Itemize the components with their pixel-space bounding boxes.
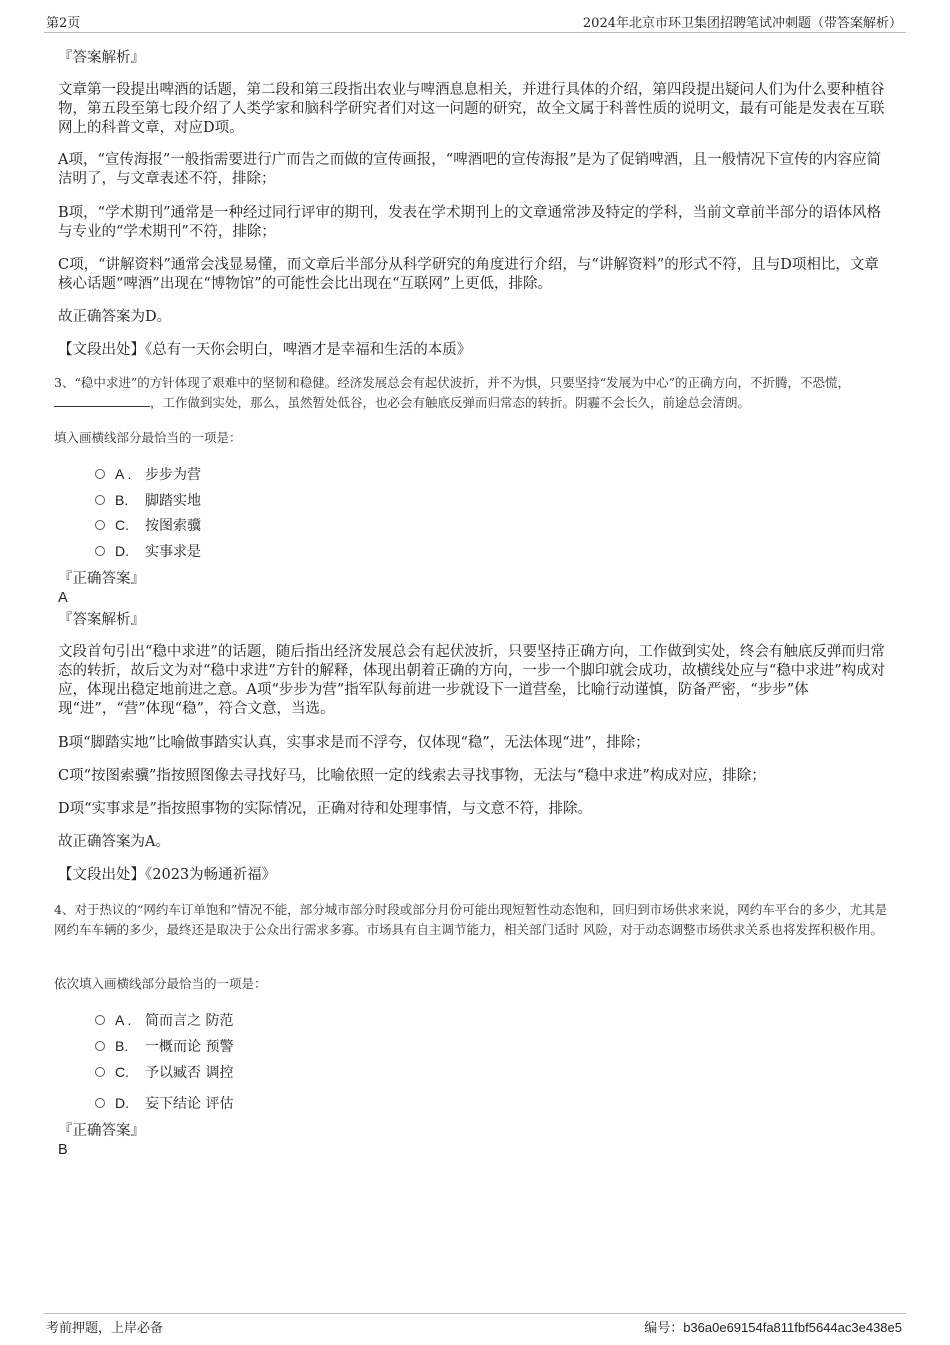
q3-conclusion: 故正确答案为A。 bbox=[58, 834, 170, 850]
q3-source: 【文段出处】《2023为畅通祈福》 bbox=[58, 867, 277, 883]
q3-option-a[interactable]: A . 步步为营 bbox=[95, 465, 201, 484]
page-header bbox=[44, 12, 906, 33]
q3-blank bbox=[54, 394, 150, 407]
q3-option-d[interactable]: D. 实事求是 bbox=[95, 542, 201, 561]
q3-prompt: 填入画横线部分最恰当的一项是： bbox=[54, 430, 242, 445]
radio-icon[interactable] bbox=[95, 1015, 105, 1025]
radio-icon[interactable] bbox=[95, 546, 105, 556]
q3-answer-label: 『正确答案』 bbox=[58, 571, 145, 587]
q3-stem bbox=[54, 373, 894, 413]
q4-option-c[interactable]: C. 予以臧否 调控 bbox=[95, 1063, 233, 1082]
q3-analysis-paragraph: D项“实事求是”指按照事物的实际情况，正确对待和处理事情，与文意不符，排除。 bbox=[58, 801, 592, 817]
q3-option-c[interactable]: C. 按图索骥 bbox=[95, 516, 201, 535]
q4-answer: B bbox=[58, 1142, 68, 1158]
q4-stem: 4、对于热议的“网约车订单饱和”情况不能，部分城市部分时段或部分月份可能出现短暂性动态饱和，回归到市场供求来说，网约车平台的多少，尤其是网约车车辆的多少，最终还是取决于公众出行需求多寡。市场具有自主调节能力，相关部门适时 风险，对于动态调整市场供求关系也将发挥积极作用。 bbox=[54, 902, 888, 937]
radio-icon[interactable] bbox=[95, 520, 105, 530]
q3-option-b[interactable]: B. 脚踏实地 bbox=[95, 491, 201, 510]
document-id: 编号：b36a0e69154fa811fbf5644ac3e438e5 bbox=[644, 1320, 902, 1335]
radio-icon[interactable] bbox=[95, 1067, 105, 1077]
q3-stem-part1: 3、“稳中求进”的方针体现了艰难中的坚韧和稳健。经济发展总会有起伏波折，并不为惧，只要坚持“发展为中心”的正确方向，不折腾，不恐慌， bbox=[54, 375, 851, 390]
radio-icon[interactable] bbox=[95, 1041, 105, 1051]
q3-analysis-paragraph: 文段首句引出“稳中求进”的话题，随后指出经济发展总会有起伏波折，只要坚持正确方向，工作做到实处，终会有触底反弹而归常态的转折，故后文为对“稳中求进”方针的解释，体现出朝着正确的方向，一步一个脚印就会成功，故横线处应与“稳中求进”构成对应，体现出稳定地前进之意。A项“步步为营”指军队每前进一步就设下一道营垒，比喻行动谨慎，防备严密，“步步”体现“进”，“营”体现“稳”，符合文意，当选。 bbox=[58, 644, 886, 717]
q3-analysis-paragraph: C项“按图索骥”指按照图像去寻找好马，比喻依照一定的线索去寻找事物，无法与“稳中求进”构成对应，排除； bbox=[58, 768, 766, 784]
page-number: 第2页 bbox=[46, 16, 81, 31]
q3-analysis-label: 『答案解析』 bbox=[58, 612, 145, 628]
q2-analysis-paragraph: A项，“宣传海报”一般指需要进行广而告之而做的宣传画报，“啤酒吧的宣传海报”是为了促销啤酒，且一般情况下宣传的内容应简洁明了，与文章表述不符，排除； bbox=[58, 152, 882, 187]
q3-stem-part2: ，工作做到实处，那么，虽然暂处低谷，也必会有触底反弹而归常态的转折。阴霾不会长久，前途总会清朗。 bbox=[150, 395, 751, 410]
q2-analysis-label: 『答案解析』 bbox=[58, 50, 145, 66]
q2-analysis-paragraph: C项，“讲解资料”通常会浅显易懂，而文章后半部分从科学研究的角度进行介绍，与“讲解资料”的形式不符，且与D项相比，文章核心话题“啤酒”出现在“博物馆”的可能性会比出现在“互联网”上更低，排除。 bbox=[58, 257, 879, 292]
q2-conclusion: 故正确答案为D。 bbox=[58, 309, 172, 325]
radio-icon[interactable] bbox=[95, 495, 105, 505]
q2-analysis-paragraph: B项，“学术期刊”通常是一种经过同行评审的期刊，发表在学术期刊上的文章通常涉及特定的学科，当前文章前半部分的语体风格与专业的“学术期刊”不符，排除； bbox=[58, 205, 881, 240]
q3-answer: A bbox=[58, 590, 68, 606]
q2-analysis-paragraph: 文章第一段提出啤酒的话题，第二段和第三段指出农业与啤酒息息相关，并进行具体的介绍，第四段提出疑问人们为什么要种植谷物，第五段至第七段介绍了人类学家和脑科学研究者们对这一问题的研究，故全文属于科普性质的说明文，最有可能是发表在互联网上的科普文章，对应D项。 bbox=[58, 82, 885, 136]
radio-icon[interactable] bbox=[95, 1098, 105, 1108]
q4-answer-label: 『正确答案』 bbox=[58, 1123, 145, 1139]
q4-option-b[interactable]: B. 一概而论 预警 bbox=[95, 1037, 233, 1056]
radio-icon[interactable] bbox=[95, 469, 105, 479]
q4-prompt: 依次填入画横线部分最恰当的一项是： bbox=[54, 976, 267, 991]
page-footer bbox=[44, 1313, 906, 1341]
q2-source: 【文段出处】《总有一天你会明白，啤酒才是幸福和生活的本质》 bbox=[58, 342, 472, 358]
q3-analysis-paragraph: B项“脚踏实地”比喻做事踏实认真，实事求是而不浮夸，仅体现“稳”，无法体现“进”，排除； bbox=[58, 735, 650, 751]
footer-slogan: 考前押题，上岸必备 bbox=[46, 1321, 164, 1336]
document-title: 2024年北京市环卫集团招聘笔试冲刺题（带答案解析） bbox=[582, 16, 902, 31]
q4-option-d[interactable]: D. 妄下结论 评估 bbox=[95, 1094, 233, 1113]
q4-option-a[interactable]: A . 简而言之 防范 bbox=[95, 1011, 233, 1030]
